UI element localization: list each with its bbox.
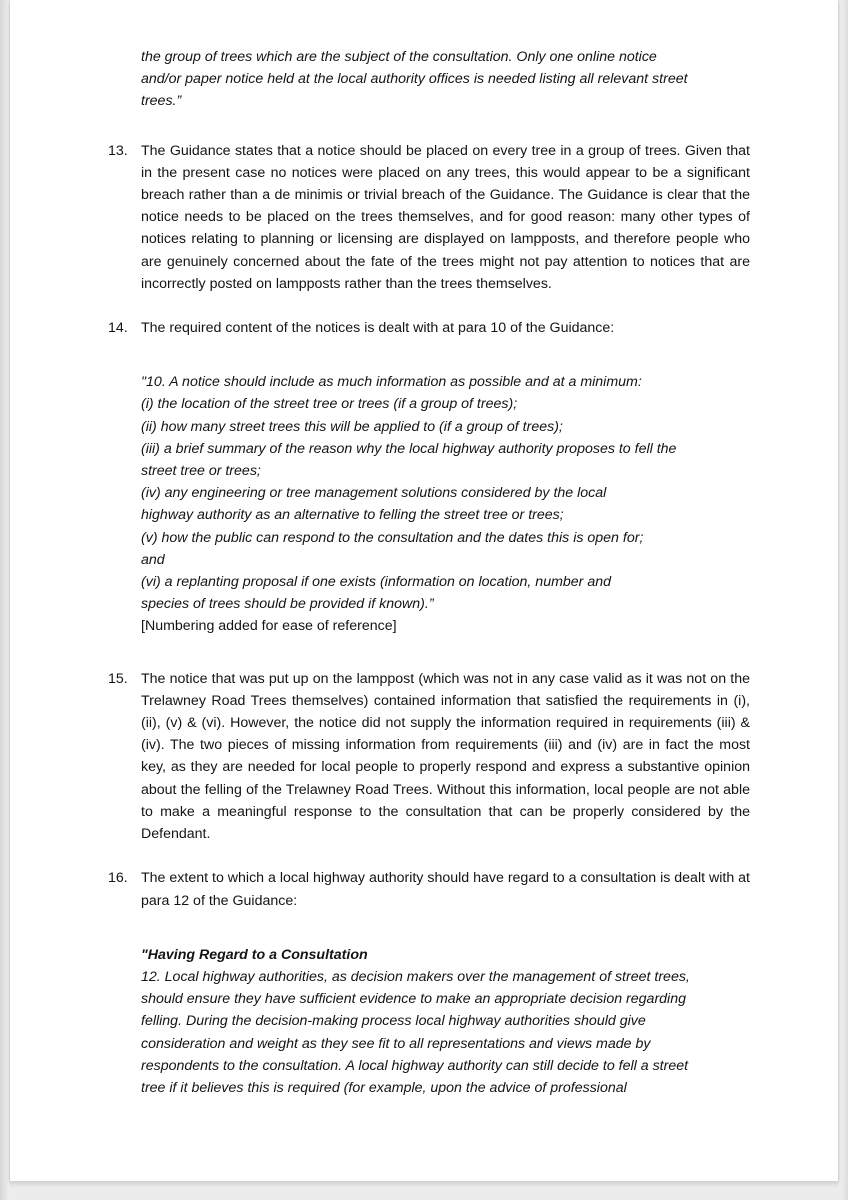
paragraph-text: The Guidance states that a notice should be placed on every tree in a group of trees. Given that in the present case no notices were placed on any trees, this would appear to be a significant breach rather than a de minimis or trivial breach of the Guidance. The Guidance is clear that the notice needs to be placed on the trees themselves, and for good reason: many other types of notices relating to planning or licensing are displayed on lampposts, and therefore people who are genuinely concerned about the fate of the trees might not pay attention to notices that are incorrectly posted on lampposts rather than the trees themselves.: [141, 142, 750, 292]
quote-line: street tree or trees;: [141, 463, 261, 480]
top-quotation-block: [108, 46, 750, 113]
quote-line: tree if it believes this is required (for example, upon the advice of professional: [141, 1079, 627, 1096]
quote-line: respondents to the consultation. A local highway authority can still decide to fell a street: [141, 1057, 689, 1074]
paragraph-16: [108, 867, 750, 911]
viewer-right-edge: [842, 0, 848, 1200]
quote-line: (iii) a brief summary of the reason why the local highway authority proposes to fell the: [141, 440, 677, 457]
quote-line: should ensure they have sufficient evidence to make an appropriate decision regarding: [141, 991, 686, 1008]
quote-line: (i) the location of the street tree or trees (if a group of trees);: [141, 396, 518, 413]
quote-line: (ii) how many street trees this will be applied to (if a group of trees);: [141, 418, 563, 435]
spacer: [108, 305, 750, 317]
paragraph-number: 14.: [108, 320, 128, 337]
quote-line: (iv) any engineering or tree management solutions considered by the local: [141, 485, 607, 502]
spacer: [108, 349, 750, 371]
quote-line: consideration and weight as they see fit to all representations and views made by: [141, 1035, 651, 1052]
quote-line: and: [141, 551, 165, 568]
paragraph-14: [108, 317, 750, 339]
quote-line: trees.”: [141, 93, 182, 110]
spacer: [108, 922, 750, 944]
viewer-left-edge: [0, 0, 9, 1200]
page-bottom-edge: [10, 1181, 838, 1188]
page-content: [108, 46, 750, 1107]
paragraph-text: The extent to which a local highway authority should have regard to a consultation is dealt with at para 12 of the Guidance:: [141, 870, 750, 909]
paragraph-15: [108, 668, 750, 846]
quote-line: and/or paper notice held at the local authority offices is needed listing all relevant street: [141, 71, 688, 88]
quote-line: species of trees should be provided if known).”: [141, 596, 434, 613]
spacer: [108, 855, 750, 867]
quotation-block-para-12: [108, 944, 750, 1099]
numbering-footnote: [Numbering added for ease of reference]: [141, 618, 397, 635]
quote-line: the group of trees which are the subject of the consultation. Only one online notice: [141, 49, 657, 65]
quotation-block-para-10: [108, 371, 750, 637]
document-page: [10, 0, 838, 1181]
quote-line: 12. Local highway authorities, as decision makers over the management of street trees,: [141, 968, 690, 985]
paragraph-text: The notice that was put up on the lamppost (which was not in any case valid as it was not on the Trelawney Road Trees themselves) contained information that satisfied the requirements in (i), (ii), (v) & (vi). However, the notice did not supply the information required in requirements (iii) & (iv). The two pieces of missing information from requirements (iii) and (iv) are in fact the most key, as they are needed for local people to properly respond and express a substantive opinion about the felling of the Trelawney Road Trees. Without this information, local people are not able to make a meaningful response to the consultation that can be properly considered by the Defendant.: [141, 670, 750, 843]
quote-line: (vi) a replanting proposal if one exists (information on location, number and: [141, 574, 612, 591]
quotation-heading: "Having Regard to a Consultation: [141, 946, 368, 963]
paragraph-number: 16.: [108, 870, 128, 887]
quote-line: (v) how the public can respond to the consultation and the dates this is open for;: [141, 529, 644, 546]
paragraph-number: 15.: [108, 670, 128, 687]
quote-line: "10. A notice should include as much information as possible and at a minimum:: [141, 374, 642, 391]
paragraph-text: The required content of the notices is dealt with at para 10 of the Guidance:: [141, 320, 615, 337]
spacer: [108, 646, 750, 668]
spacer: [108, 121, 750, 140]
paragraph-number: 13.: [108, 142, 128, 159]
paragraph-13: [108, 140, 750, 295]
quote-line: highway authority as an alternative to felling the street tree or trees;: [141, 507, 564, 524]
quote-line: felling. During the decision-making process local highway authorities should give: [141, 1013, 646, 1030]
